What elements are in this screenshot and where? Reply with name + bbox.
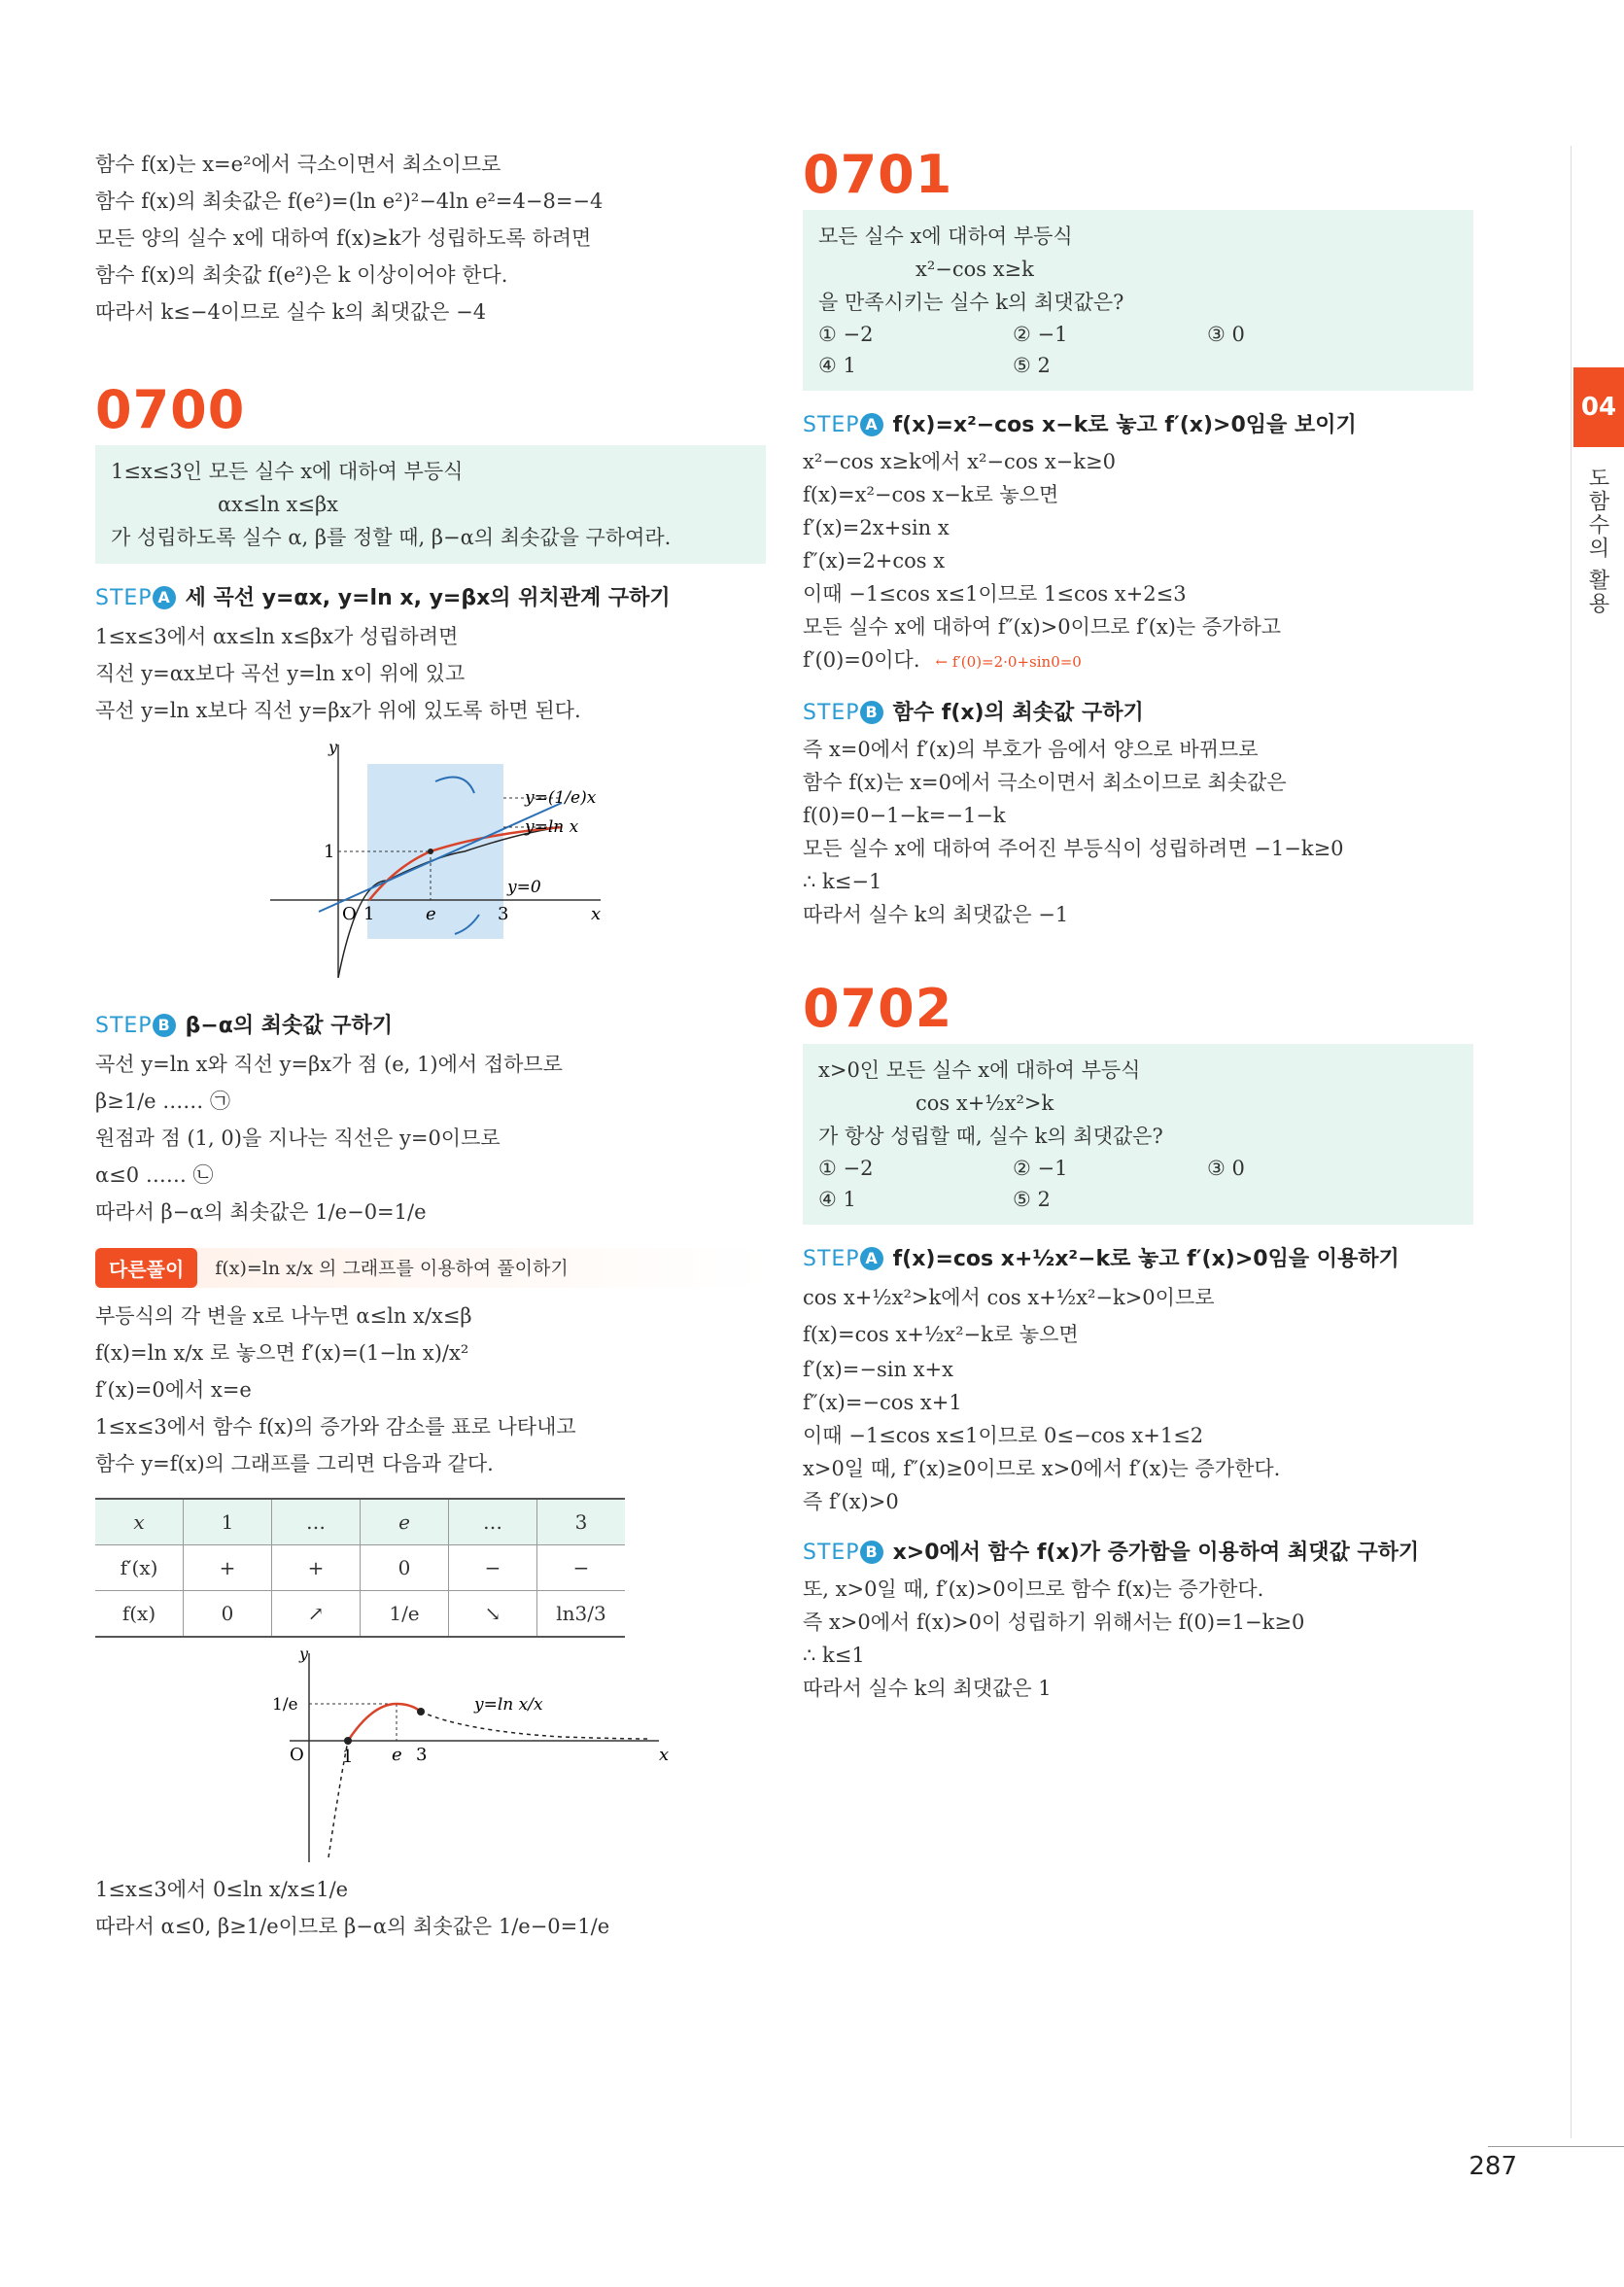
alt-solution-badge: 다른풀이 <box>95 1248 197 1288</box>
table-cell: − <box>449 1545 537 1591</box>
solution-line: 원점과 점 (1, 0)을 지나는 직선은 y=0이므로 <box>95 1126 501 1150</box>
choice-1: ① −2 <box>818 1157 874 1180</box>
choice-4: ④ 1 <box>818 1188 856 1211</box>
solution-line: f″(x)=2+cos x <box>803 549 946 572</box>
solution-line: 곡선 y=ln x와 직선 y=βx가 점 (e, 1)에서 접하므로 <box>95 1053 563 1076</box>
problem-line: 모든 실수 x에 대하여 부등식 <box>818 225 1073 248</box>
solution-line: x>0일 때, f″(x)≥0이므로 x>0에서 f′(x)는 증가한다. <box>803 1457 1281 1480</box>
choice-5: ⑤ 2 <box>1013 354 1051 377</box>
alt-solution-title: f(x)=ln x/x 의 그래프를 이용하여 풀이하기 <box>215 1257 569 1279</box>
choice-3: ③ 0 <box>1207 1157 1245 1180</box>
origin-label: O <box>342 904 357 924</box>
step-title: 세 곡선 y=αx, y=ln x, y=βx의 위치관계 구하기 <box>185 586 671 610</box>
table-cell: 1 <box>184 1499 272 1545</box>
step-b-heading <box>803 1534 1473 1573</box>
solution-line: 이때 −1≤cos x≤1이므로 1≤cos x+2≤3 <box>803 582 1187 606</box>
problem-line: 가 항상 성립할 때, 실수 k의 최댓값은? <box>818 1125 1163 1148</box>
solution-line: 따라서 β−α의 최솟값은 1/e−0=1/e <box>95 1200 427 1224</box>
solution-line: f(x)=cos x+½x²−k로 놓으면 <box>803 1323 1079 1346</box>
choice-3: ③ 0 <box>1207 323 1245 346</box>
solution-line: cos x+½x²>k에서 cos x+½x²−k>0이므로 <box>803 1286 1215 1309</box>
table-cell: ↗ <box>272 1591 361 1638</box>
tick-1: 1 <box>342 1747 354 1767</box>
margin-divider <box>1571 146 1572 2138</box>
solution-text: f′(0)=0이다. <box>803 648 920 672</box>
choice-1: ① −2 <box>818 323 874 346</box>
solution-line: 1≤x≤3에서 0≤ln x/x≤1/e <box>95 1878 349 1901</box>
problem-line: x²−cos x≥k <box>916 258 1034 281</box>
solution-line <box>803 643 1473 678</box>
solution-line: 곡선 y=ln x보다 직선 y=βx가 위에 있도록 하면 된다. <box>95 699 581 722</box>
step-badge: B <box>153 1014 176 1037</box>
solution-line: 따라서 실수 k의 최댓값은 1 <box>803 1677 1052 1700</box>
solution-line: 모든 실수 x에 대하여 주어진 부등식이 성립하려면 −1−k≥0 <box>803 837 1344 860</box>
step-a-heading <box>803 406 1473 445</box>
solution-line: x²−cos x≥k에서 x²−cos x−k≥0 <box>803 450 1116 473</box>
point-3 <box>417 1708 425 1715</box>
problem-number-0702: 0702 <box>803 978 953 1039</box>
step-title: β−α의 최솟값 구하기 <box>185 1014 393 1038</box>
step-b-heading <box>803 694 1473 733</box>
solution-line: 부등식의 각 변을 x로 나누면 α≤ln x/x≤β <box>95 1304 472 1328</box>
page-number: 287 <box>1469 2152 1517 2181</box>
table-cell: x <box>95 1499 184 1545</box>
step-tag: STEP <box>95 1014 153 1038</box>
solution-line: β≥1/e …… ㉠ <box>95 1090 230 1113</box>
table-cell: … <box>449 1499 537 1545</box>
solution-line: f(x)=x²−cos x−k로 놓으면 <box>803 483 1059 506</box>
problem-line: αx≤ln x≤βx <box>218 493 338 516</box>
x-axis-label: x <box>659 1745 670 1765</box>
table-cell: 0 <box>184 1591 272 1638</box>
problem-line: 1≤x≤3인 모든 실수 x에 대하여 부등식 <box>111 460 464 483</box>
origin-label: O <box>290 1745 304 1765</box>
curve-red <box>348 1704 421 1741</box>
label-ln: y=ln x <box>525 817 579 837</box>
tick-1: 1 <box>363 904 375 924</box>
left-column <box>95 146 766 1945</box>
x-axis-label: x <box>591 904 602 924</box>
graph-lnx-lines <box>95 735 766 991</box>
table-cell: + <box>272 1545 361 1591</box>
intro-line: 함수 f(x)의 최솟값 f(e²)은 k 이상이어야 한다. <box>95 263 508 287</box>
problem-line: x>0인 모든 실수 x에 대하여 부등식 <box>818 1058 1141 1082</box>
solution-line: 즉 f′(x)>0 <box>803 1490 899 1513</box>
tangent-point <box>428 849 433 854</box>
table-cell: 1/e <box>361 1591 449 1638</box>
curve-label: y=ln x/x <box>474 1695 543 1715</box>
problem-box-0700 <box>95 445 766 564</box>
solution-line: f′(x)=0에서 x=e <box>95 1378 252 1402</box>
step-tag: STEP <box>95 586 153 610</box>
table-cell: ln3/3 <box>537 1591 626 1638</box>
table-cell: … <box>272 1499 361 1545</box>
solution-line: 즉 x=0에서 f′(x)의 부호가 음에서 양으로 바뀌므로 <box>803 738 1259 761</box>
problem-line: 을 만족시키는 실수 k의 최댓값은? <box>818 291 1124 314</box>
step-badge: A <box>860 413 883 436</box>
table-cell: + <box>184 1545 272 1591</box>
y-axis-label: y <box>299 1645 309 1663</box>
problem-box-0701 <box>803 210 1473 391</box>
step-b-heading <box>95 1007 766 1046</box>
step-title: 함수 f(x)의 최솟값 구하기 <box>892 701 1144 725</box>
intro-block <box>95 146 766 330</box>
tick-3: 3 <box>498 904 509 924</box>
tick-1e: 1/e <box>272 1695 298 1715</box>
page-number-rule <box>1488 2146 1624 2147</box>
solution-line: 1≤x≤3에서 αx≤ln x≤βx가 성립하려면 <box>95 625 459 648</box>
intro-line: 모든 양의 실수 x에 대하여 f(x)≥k가 성립하도록 하려면 <box>95 226 592 250</box>
choice-5: ⑤ 2 <box>1013 1188 1051 1211</box>
table-cell: ↘ <box>449 1591 537 1638</box>
solution-line: 따라서 실수 k의 최댓값은 −1 <box>803 903 1069 926</box>
step-title: f(x)=x²−cos x−k로 놓고 f′(x)>0임을 보이기 <box>892 413 1357 437</box>
problem-line: 가 성립하도록 실수 α, β를 정할 때, β−α의 최솟값을 구하여라. <box>111 526 672 549</box>
table-cell: 0 <box>361 1545 449 1591</box>
choice-2: ② −1 <box>1013 323 1068 346</box>
step-a-heading <box>95 579 766 618</box>
step-badge: B <box>860 1541 883 1564</box>
solution-line: f(0)=0−1−k=−1−k <box>803 804 1006 827</box>
solution-line: ∴ k≤1 <box>803 1644 865 1667</box>
solution-line: 함수 f(x)는 x=0에서 극소이면서 최소이므로 최솟값은 <box>803 771 1287 794</box>
tick-e: e <box>426 904 436 924</box>
solution-line: f″(x)=−cos x+1 <box>803 1391 962 1414</box>
graph-lnx-over-x-svg <box>270 1644 678 1867</box>
step-tag: STEP <box>803 1247 860 1271</box>
curve-right-dashed <box>421 1712 649 1739</box>
table-cell: f′(x) <box>95 1545 184 1591</box>
choices-0701 <box>818 319 1458 381</box>
solution-line: 함수 y=f(x)의 그래프를 그리면 다음과 같다. <box>95 1452 494 1475</box>
step-title: x>0에서 함수 f(x)가 증가함을 이용하여 최댓값 구하기 <box>892 1541 1420 1565</box>
choice-4: ④ 1 <box>818 354 856 377</box>
intro-line: 따라서 k≤−4이므로 실수 k의 최댓값은 −4 <box>95 300 487 324</box>
choices-0702 <box>818 1153 1458 1215</box>
solution-line: 이때 −1≤cos x≤1이므로 0≤−cos x+1≤2 <box>803 1424 1204 1447</box>
problem-box-0702 <box>803 1044 1473 1225</box>
right-column <box>803 146 1473 1705</box>
step-title: f(x)=cos x+½x²−k로 놓고 f′(x)>0임을 이용하기 <box>892 1247 1399 1271</box>
solution-line: 직선 y=αx보다 곡선 y=ln x이 위에 있고 <box>95 662 466 685</box>
solution-line: f′(x)=−sin x+x <box>803 1358 953 1381</box>
step-tag: STEP <box>803 701 860 725</box>
y-axis-label: y <box>328 738 338 756</box>
chapter-tab: 04 <box>1573 367 1624 447</box>
solution-line: α≤0 …… ㉡ <box>95 1163 214 1187</box>
step-badge: A <box>860 1247 883 1270</box>
solution-line: 따라서 α≤0, β≥1/e이므로 β−α의 최솟값은 1/e−0=1/e <box>95 1915 610 1938</box>
solution-line: ∴ k≤−1 <box>803 870 882 893</box>
step-a-heading <box>803 1240 1473 1279</box>
table-cell: 3 <box>537 1499 626 1545</box>
step-badge: B <box>860 701 883 724</box>
solution-line: 1≤x≤3에서 함수 f(x)의 증가와 감소를 표로 나타내고 <box>95 1415 576 1438</box>
table-row <box>95 1545 625 1591</box>
graph-lnx-over-x <box>95 1644 766 1871</box>
table-cell: f(x) <box>95 1591 184 1638</box>
problem-number-0700: 0700 <box>95 379 246 440</box>
step-tag: STEP <box>803 1541 860 1565</box>
solution-line: 또, x>0일 때, f′(x)>0이므로 함수 f(x)는 증가한다. <box>803 1577 1264 1601</box>
intro-line: 함수 f(x)의 최솟값은 f(e²)=(ln e²)²−4ln e²=4−8=−4 <box>95 190 604 213</box>
label-line: y=(1/e)x <box>525 788 597 808</box>
intro-line: 함수 f(x)는 x=e²에서 극소이면서 최소이므로 <box>95 153 501 176</box>
problem-line: cos x+½x²>k <box>916 1092 1054 1115</box>
graph-lnx-svg <box>270 735 620 988</box>
table-cell: − <box>537 1545 626 1591</box>
table-cell: e <box>361 1499 449 1545</box>
step-tag: STEP <box>803 413 860 437</box>
problem-number-0701: 0701 <box>803 144 953 205</box>
point-1 <box>344 1737 352 1745</box>
label-zero: y=0 <box>507 878 541 897</box>
solution-line: f′(x)=2x+sin x <box>803 516 950 539</box>
tick-y1: 1 <box>324 842 335 862</box>
side-note: ← f′(0)=2·0+sin0=0 <box>935 653 1082 671</box>
table-row <box>95 1499 625 1545</box>
chapter-label: 도함수의 활용 <box>1585 467 1609 615</box>
tick-3: 3 <box>416 1745 428 1765</box>
table-row <box>95 1591 625 1638</box>
variation-table <box>95 1498 625 1638</box>
solution-line: 모든 실수 x에 대하여 f″(x)>0이므로 f′(x)는 증가하고 <box>803 615 1282 639</box>
tick-e: e <box>392 1745 402 1765</box>
step-badge: A <box>153 586 176 609</box>
solution-line: f(x)=ln x/x 로 놓으면 f′(x)=(1−ln x)/x² <box>95 1341 469 1365</box>
choice-2: ② −1 <box>1013 1157 1068 1180</box>
solution-line: 즉 x>0에서 f(x)>0이 성립하기 위해서는 f(0)=1−k≥0 <box>803 1611 1305 1634</box>
alt-solution-heading <box>95 1248 766 1288</box>
